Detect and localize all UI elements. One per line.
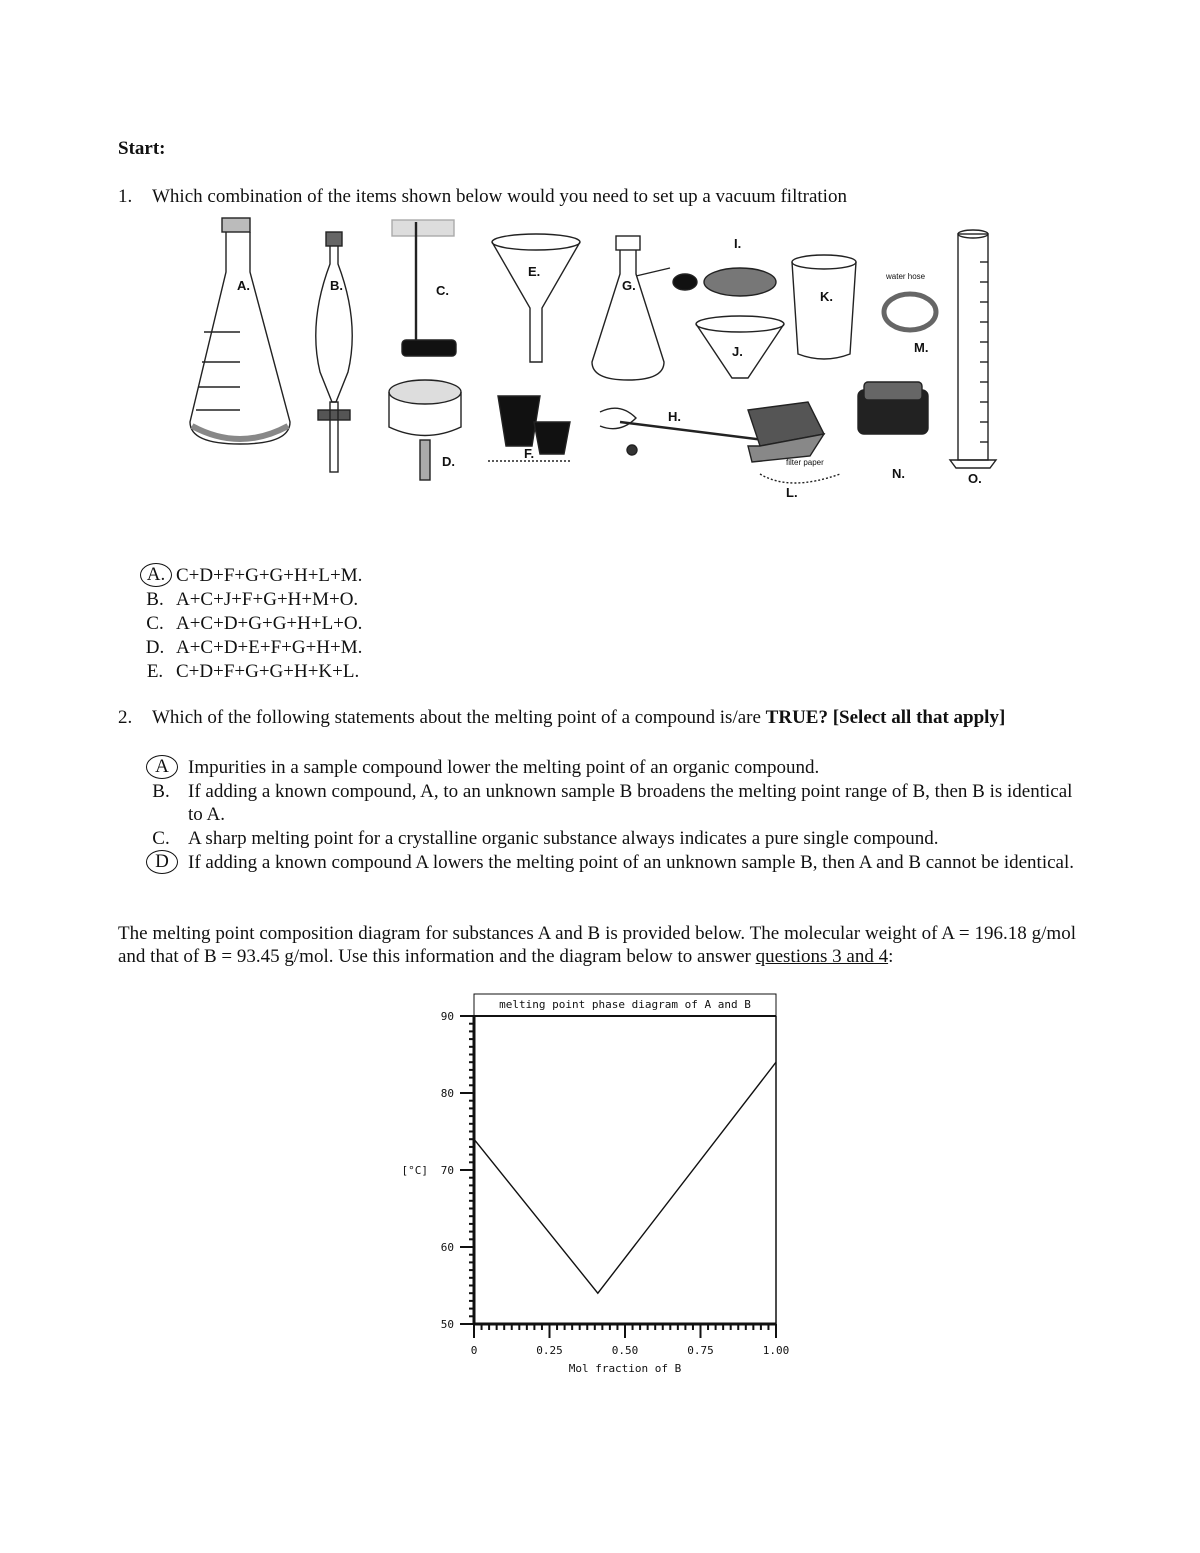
hot-plate-icon xyxy=(858,382,928,434)
apparatus-label-j: J. xyxy=(732,344,743,359)
x-tick-label: 0.25 xyxy=(536,1344,563,1357)
q1-option-e-text: C+D+F+G+G+H+K+L. xyxy=(176,661,360,682)
q1-option-d-text: A+C+D+E+F+G+H+M. xyxy=(176,637,363,658)
apparatus-label-h: H. xyxy=(668,409,681,424)
filter-paper-label: filter paper xyxy=(786,458,824,467)
filter-paper-box-icon xyxy=(748,402,824,462)
apparatus-label-b: B. xyxy=(330,278,343,293)
water-hose-label: water hose xyxy=(886,272,926,281)
apparatus-label-m: M. xyxy=(914,340,929,355)
question-2-text-bold: TRUE? [Select all that apply] xyxy=(765,707,1006,728)
x-tick-label: 0.50 xyxy=(611,1344,639,1357)
question-1-text: Which combination of the items shown below would you need to set up a vacuum filtration xyxy=(152,186,847,207)
graduated-cylinder-icon xyxy=(950,230,996,468)
y-tick-label: 80 xyxy=(440,1087,454,1100)
y-tick-label: 70 xyxy=(440,1164,454,1177)
melting-point-line xyxy=(474,1062,776,1293)
q1-option-e-letter: E. xyxy=(146,661,164,682)
separatory-funnel-icon xyxy=(316,232,352,472)
q1-option-a-text: C+D+F+G+G+H+L+M. xyxy=(176,565,363,586)
q1-option-c-text: A+C+D+G+G+H+L+O. xyxy=(176,613,363,634)
apparatus-label-l: L. xyxy=(786,485,798,500)
q2-option-d-letter: D xyxy=(146,850,178,874)
x-tick-label: 0.75 xyxy=(687,1344,714,1357)
q1-option-a-letter: A. xyxy=(140,563,172,587)
y-tick-label: 90 xyxy=(440,1010,454,1023)
apparatus-label-n: N. xyxy=(892,466,905,481)
question-2-text-main: Which of the following statements about the melting point of a compound is/are xyxy=(152,707,766,728)
diagram-intro-tail: : xyxy=(888,946,894,967)
melting-point-chart xyxy=(390,990,810,1385)
water-hose-icon xyxy=(884,294,936,330)
x-tick-label: 1.00 xyxy=(762,1344,790,1357)
apparatus-label-g: G. xyxy=(622,278,636,293)
start-label: Start: xyxy=(118,138,166,159)
x-tick-label: 0 xyxy=(470,1344,478,1357)
apparatus-label-d: D. xyxy=(442,454,455,469)
diagram-intro-paragraph xyxy=(118,922,1076,968)
q1-option-b-text: A+C+J+F+G+H+M+O. xyxy=(176,589,359,610)
apparatus-label-o: O. xyxy=(968,471,982,486)
apparatus-label-e: E. xyxy=(528,264,541,279)
filter-flask-icon xyxy=(592,236,697,380)
glass-funnel-icon xyxy=(492,234,580,362)
apparatus-label-i: I. xyxy=(734,236,742,251)
x-axis-label: Mol fraction of B xyxy=(568,1362,682,1375)
q2-option-a-letter: A xyxy=(146,755,178,779)
y-tick-label: 50 xyxy=(440,1318,454,1331)
q2-option-c-text: A sharp melting point for a crystalline organic substance always indicates a pure single compound. xyxy=(188,828,939,849)
evaporating-dish-icon xyxy=(704,268,776,296)
q2-option-d-text: If adding a known compound A lowers the melting point of an unknown sample B, then A and B cannot be identical. xyxy=(188,852,1074,873)
y-axis-label: [°C] xyxy=(401,1164,428,1177)
q2-option-a-text: Impurities in a sample compound lower the melting point of an organic compound. xyxy=(188,757,820,778)
apparatus-label-f: F. xyxy=(524,446,535,461)
beaker-icon xyxy=(792,255,856,359)
q2-option-b-text: If adding a known compound, A, to an unknown sample B broadens the melting point range of B, then B is identical to A. xyxy=(188,781,1073,825)
question-2-number: 2. xyxy=(118,707,133,728)
q1-option-c-letter: C. xyxy=(146,613,164,634)
q1-option-b-letter: B. xyxy=(146,589,164,610)
q2-option-b-letter: B. xyxy=(152,781,170,802)
apparatus-label-k: K. xyxy=(820,289,833,304)
y-tick-label: 60 xyxy=(440,1241,454,1254)
questions-reference: questions 3 and 4 xyxy=(755,946,889,967)
q1-option-d-letter: D. xyxy=(145,637,165,658)
chart-title: melting point phase diagram of A and B xyxy=(499,998,751,1011)
q2-option-c-letter: C. xyxy=(152,828,170,849)
question-2-text xyxy=(152,707,1005,729)
question-1-number: 1. xyxy=(118,186,133,207)
apparatus-label-a: A. xyxy=(237,278,250,293)
apparatus-label-c: C. xyxy=(436,283,449,298)
diagram-intro-text: The melting point composition diagram for substances A and B is provided below. The molecular weight of A = 196.18 g/mol and that of B = 93.45 g/mol. Use this information and the diagram below to answer xyxy=(118,923,1076,967)
erlenmeyer-flask-icon xyxy=(190,218,290,444)
